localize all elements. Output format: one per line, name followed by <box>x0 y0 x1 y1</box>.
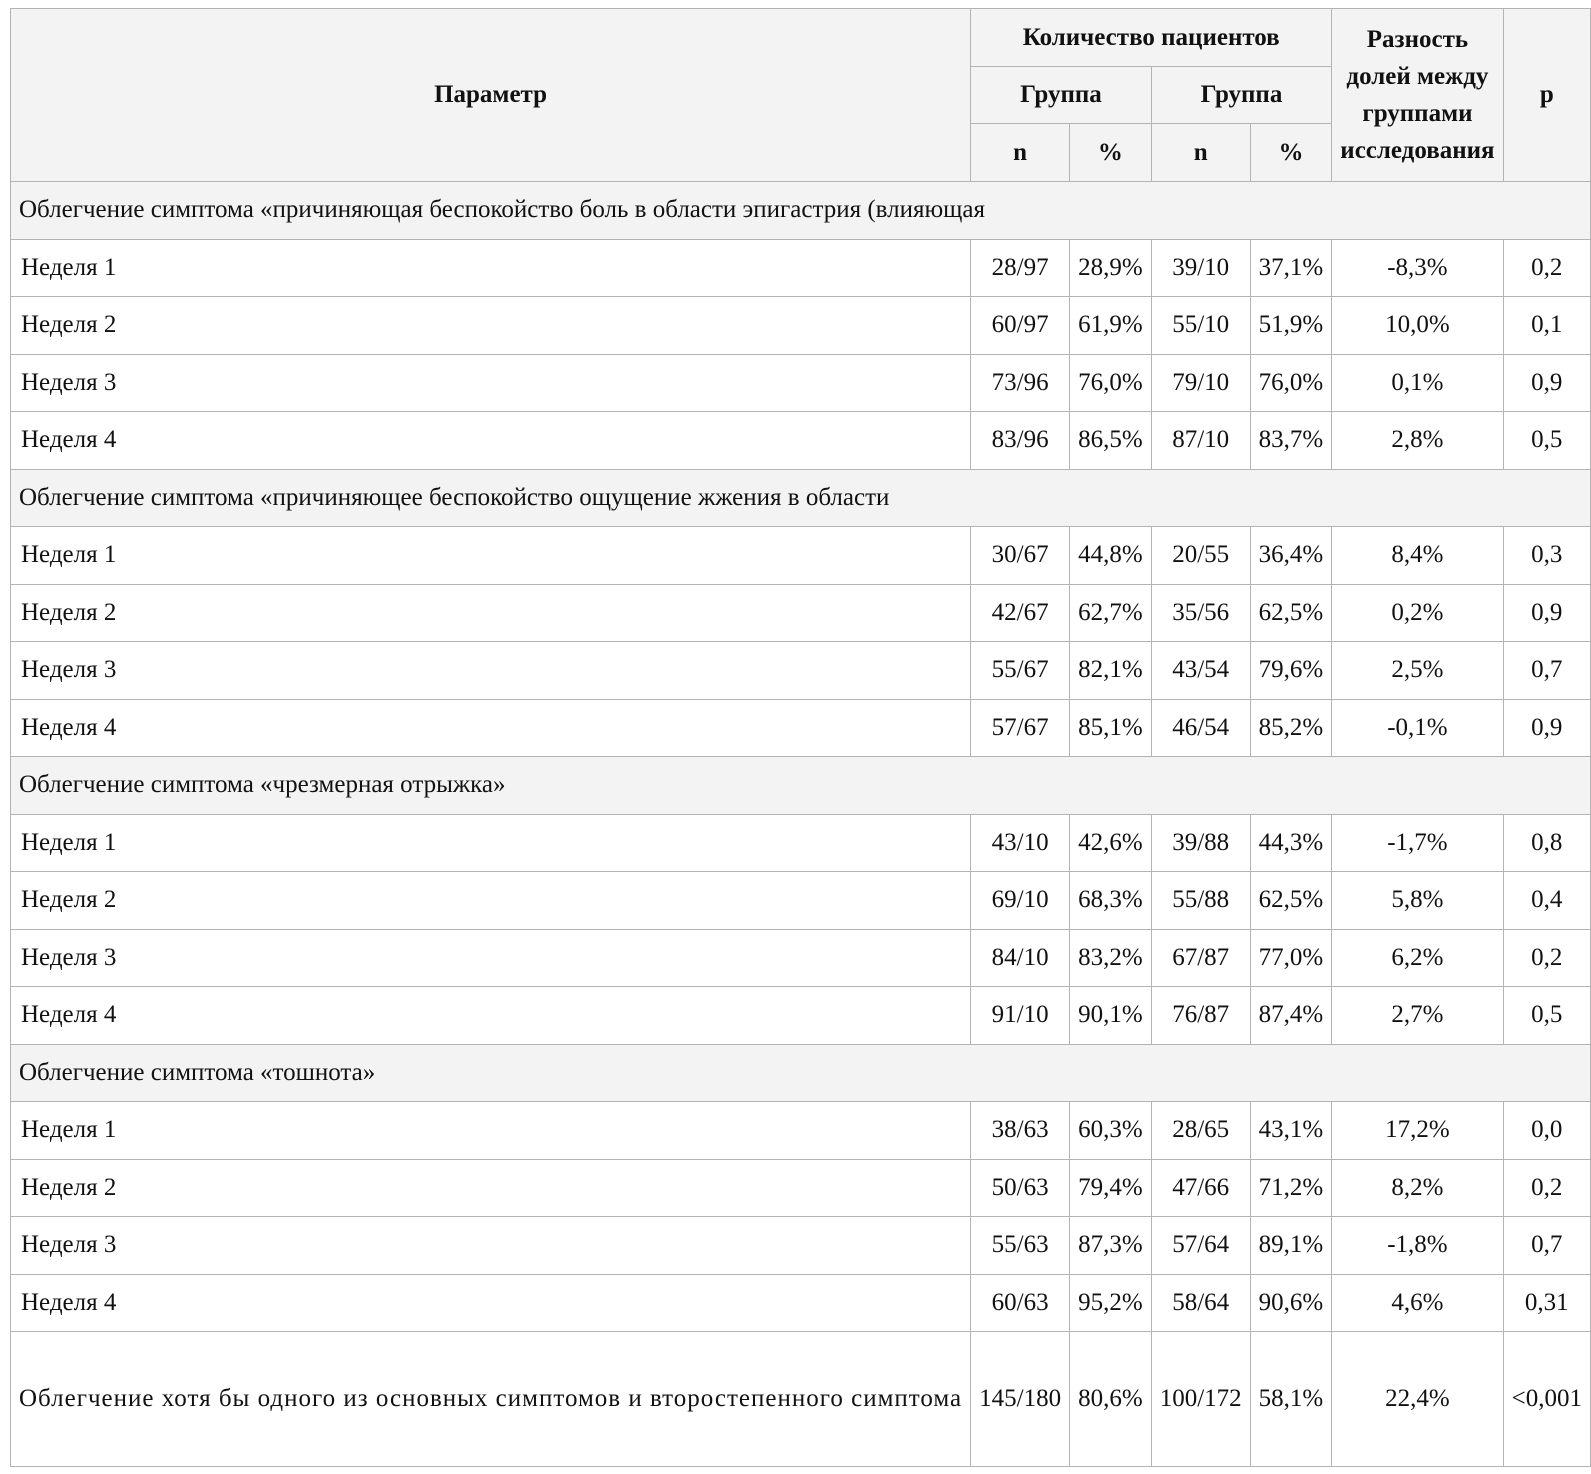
group-2-percent: 87,4% <box>1250 987 1332 1045</box>
group-2-n: 39/10 <box>1151 239 1250 297</box>
group-1-n: 38/63 <box>971 1102 1070 1160</box>
table-row <box>11 354 1591 412</box>
p-value: 0,2 <box>1503 929 1590 987</box>
group-1-percent: 79,4% <box>1070 1159 1152 1217</box>
p-value: 0,3 <box>1503 527 1590 585</box>
group-2-n: 67/87 <box>1151 929 1250 987</box>
group-1-percent: 60,3% <box>1070 1102 1152 1160</box>
group-1-n: 84/10 <box>971 929 1070 987</box>
group-1-n: 69/10 <box>971 872 1070 930</box>
p-value: 0,0 <box>1503 1102 1590 1160</box>
proportion-difference: 8,4% <box>1332 527 1503 585</box>
group-2-n: 46/54 <box>1151 699 1250 757</box>
header-n-group-2: n <box>1151 124 1250 182</box>
proportion-difference: 4,6% <box>1332 1274 1503 1332</box>
week-label: Неделя 2 <box>11 584 971 642</box>
group-2-percent: 37,1% <box>1250 239 1332 297</box>
table-body <box>11 182 1591 1467</box>
group-1-n: 60/63 <box>971 1274 1070 1332</box>
p-value: 0,1 <box>1503 297 1590 355</box>
proportion-difference: 2,8% <box>1332 412 1503 470</box>
proportion-difference: 0,2% <box>1332 584 1503 642</box>
p-value: 0,9 <box>1503 354 1590 412</box>
header-patient-count: Количество пациентов <box>971 9 1332 67</box>
group-1-n: 55/63 <box>971 1217 1070 1275</box>
group-1-n: 57/67 <box>971 699 1070 757</box>
group-2-percent: 90,6% <box>1250 1274 1332 1332</box>
group-1-percent: 68,3% <box>1070 872 1152 930</box>
p-value: 0,9 <box>1503 699 1590 757</box>
table-row <box>11 584 1591 642</box>
group-1-n: 91/10 <box>971 987 1070 1045</box>
summary-p-value: <0,001 <box>1503 1332 1590 1467</box>
group-1-percent: 95,2% <box>1070 1274 1152 1332</box>
week-label: Неделя 3 <box>11 642 971 700</box>
section-header-row <box>11 1044 1591 1102</box>
header-group-1: Группа <box>971 67 1152 124</box>
group-2-n: 87/10 <box>1151 412 1250 470</box>
group-1-n: 30/67 <box>971 527 1070 585</box>
table-row <box>11 1159 1591 1217</box>
p-value: 0,31 <box>1503 1274 1590 1332</box>
week-label: Неделя 3 <box>11 1217 971 1275</box>
header-p-value: p <box>1503 9 1590 182</box>
section-header-row <box>11 757 1591 815</box>
group-1-percent: 42,6% <box>1070 814 1152 872</box>
group-1-n: 60/97 <box>971 297 1070 355</box>
group-1-percent: 76,0% <box>1070 354 1152 412</box>
proportion-difference: -1,7% <box>1332 814 1503 872</box>
p-value: 0,7 <box>1503 642 1590 700</box>
proportion-difference: 2,7% <box>1332 987 1503 1045</box>
section-header-row <box>11 469 1591 527</box>
group-2-n: 39/88 <box>1151 814 1250 872</box>
proportion-difference: 5,8% <box>1332 872 1503 930</box>
group-1-n: 43/10 <box>971 814 1070 872</box>
group-2-percent: 62,5% <box>1250 872 1332 930</box>
proportion-difference: -1,8% <box>1332 1217 1503 1275</box>
proportion-difference: 10,0% <box>1332 297 1503 355</box>
group-2-n: 35/56 <box>1151 584 1250 642</box>
group-2-percent: 36,4% <box>1250 527 1332 585</box>
section-title: Облегчение симптома «тошнота» <box>11 1044 1591 1102</box>
group-1-n: 55/67 <box>971 642 1070 700</box>
group-2-percent: 77,0% <box>1250 929 1332 987</box>
header-proportion-difference: Разность долей между группами исследования <box>1332 9 1503 182</box>
group-1-n: 28/97 <box>971 239 1070 297</box>
group-1-percent: 28,9% <box>1070 239 1152 297</box>
group-2-percent: 83,7% <box>1250 412 1332 470</box>
table-row <box>11 699 1591 757</box>
week-label: Неделя 4 <box>11 699 971 757</box>
section-title: Облегчение симптома «чрезмерная отрыжка» <box>11 757 1591 815</box>
proportion-difference: -0,1% <box>1332 699 1503 757</box>
week-label: Неделя 1 <box>11 239 971 297</box>
p-value: 0,9 <box>1503 584 1590 642</box>
group-1-percent: 44,8% <box>1070 527 1152 585</box>
header-n-group-1: n <box>971 124 1070 182</box>
summary-group-2-n: 100/172 <box>1151 1332 1250 1467</box>
p-value: 0,8 <box>1503 814 1590 872</box>
proportion-difference: 0,1% <box>1332 354 1503 412</box>
table-row <box>11 929 1591 987</box>
group-2-n: 28/65 <box>1151 1102 1250 1160</box>
proportion-difference: -8,3% <box>1332 239 1503 297</box>
week-label: Неделя 3 <box>11 929 971 987</box>
table-row <box>11 872 1591 930</box>
group-2-percent: 43,1% <box>1250 1102 1332 1160</box>
group-2-n: 55/88 <box>1151 872 1250 930</box>
header-group-2: Группа <box>1151 67 1332 124</box>
group-1-percent: 61,9% <box>1070 297 1152 355</box>
group-2-n: 47/66 <box>1151 1159 1250 1217</box>
p-value: 0,4 <box>1503 872 1590 930</box>
summary-group-1-percent: 80,6% <box>1070 1332 1152 1467</box>
summary-proportion-difference: 22,4% <box>1332 1332 1503 1467</box>
week-label: Неделя 4 <box>11 1274 971 1332</box>
group-1-percent: 62,7% <box>1070 584 1152 642</box>
p-value: 0,5 <box>1503 412 1590 470</box>
header-percent-group-1: % <box>1070 124 1152 182</box>
group-2-percent: 44,3% <box>1250 814 1332 872</box>
section-header-row <box>11 182 1591 240</box>
group-2-n: 58/64 <box>1151 1274 1250 1332</box>
group-2-n: 57/64 <box>1151 1217 1250 1275</box>
group-2-percent: 51,9% <box>1250 297 1332 355</box>
group-2-percent: 76,0% <box>1250 354 1332 412</box>
summary-label: Облегчение хотя бы одного из основных симптомов и второстепенного симптома <box>11 1332 971 1467</box>
week-label: Неделя 1 <box>11 814 971 872</box>
group-1-percent: 90,1% <box>1070 987 1152 1045</box>
group-2-n: 43/54 <box>1151 642 1250 700</box>
table-row <box>11 297 1591 355</box>
section-title: Облегчение симптома «причиняющая беспокойство боль в области эпигастрия (влияющая <box>11 182 1591 240</box>
summary-row <box>11 1332 1591 1467</box>
proportion-difference: 6,2% <box>1332 929 1503 987</box>
week-label: Неделя 1 <box>11 527 971 585</box>
summary-group-2-percent: 58,1% <box>1250 1332 1332 1467</box>
table-row <box>11 527 1591 585</box>
p-value: 0,2 <box>1503 239 1590 297</box>
proportion-difference: 17,2% <box>1332 1102 1503 1160</box>
week-label: Неделя 4 <box>11 412 971 470</box>
group-2-n: 20/55 <box>1151 527 1250 585</box>
table-row <box>11 642 1591 700</box>
group-2-percent: 85,2% <box>1250 699 1332 757</box>
group-1-percent: 83,2% <box>1070 929 1152 987</box>
table-row <box>11 1274 1591 1332</box>
week-label: Неделя 2 <box>11 872 971 930</box>
section-title: Облегчение симптома «причиняющее беспокойство ощущение жжения в области <box>11 469 1591 527</box>
p-value: 0,2 <box>1503 1159 1590 1217</box>
group-1-percent: 85,1% <box>1070 699 1152 757</box>
group-1-percent: 87,3% <box>1070 1217 1152 1275</box>
group-2-percent: 62,5% <box>1250 584 1332 642</box>
group-2-n: 55/10 <box>1151 297 1250 355</box>
table-row <box>11 987 1591 1045</box>
group-1-n: 83/96 <box>971 412 1070 470</box>
table-row <box>11 1217 1591 1275</box>
p-value: 0,7 <box>1503 1217 1590 1275</box>
proportion-difference: 2,5% <box>1332 642 1503 700</box>
group-2-n: 76/87 <box>1151 987 1250 1045</box>
group-2-percent: 79,6% <box>1250 642 1332 700</box>
table-row <box>11 814 1591 872</box>
group-2-percent: 89,1% <box>1250 1217 1332 1275</box>
header-percent-group-2: % <box>1250 124 1332 182</box>
table-row <box>11 239 1591 297</box>
group-2-percent: 71,2% <box>1250 1159 1332 1217</box>
week-label: Неделя 3 <box>11 354 971 412</box>
proportion-difference: 8,2% <box>1332 1159 1503 1217</box>
group-2-n: 79/10 <box>1151 354 1250 412</box>
week-label: Неделя 1 <box>11 1102 971 1160</box>
group-1-n: 42/67 <box>971 584 1070 642</box>
group-1-n: 73/96 <box>971 354 1070 412</box>
week-label: Неделя 2 <box>11 1159 971 1217</box>
week-label: Неделя 4 <box>11 987 971 1045</box>
week-label: Неделя 2 <box>11 297 971 355</box>
results-table <box>10 8 1591 1467</box>
table-row <box>11 412 1591 470</box>
table-row <box>11 1102 1591 1160</box>
header-parameter: Параметр <box>11 9 971 182</box>
group-1-n: 50/63 <box>971 1159 1070 1217</box>
group-1-percent: 82,1% <box>1070 642 1152 700</box>
summary-group-1-n: 145/180 <box>971 1332 1070 1467</box>
p-value: 0,5 <box>1503 987 1590 1045</box>
group-1-percent: 86,5% <box>1070 412 1152 470</box>
